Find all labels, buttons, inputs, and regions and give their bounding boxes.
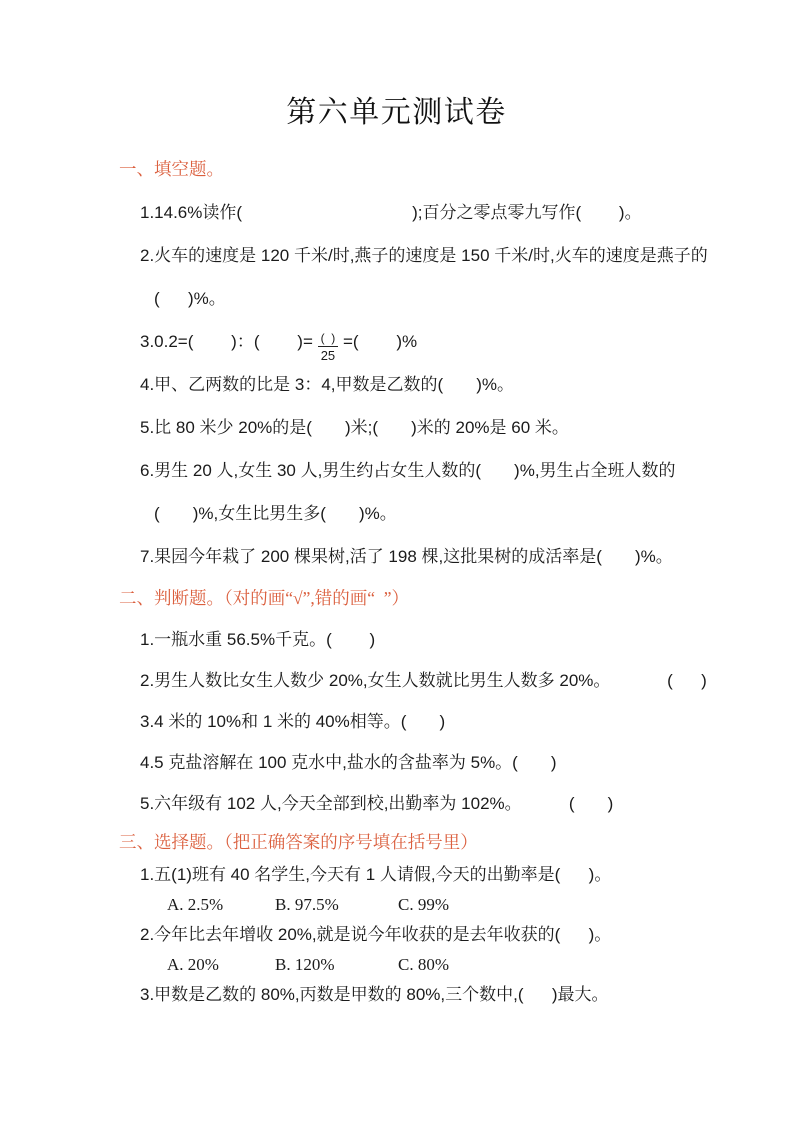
choice-2-option-a: A. 20% (167, 955, 219, 974)
fraction (318, 331, 339, 363)
section-choice-heading: 三、选择题。（把正确答案的序号填在括号里） (119, 832, 478, 852)
fraction-numerator: ( ) (318, 331, 339, 347)
choice-1-option-c: C. 99% (398, 895, 449, 914)
fill-question-6-line-1: 6.男生 20 人,女生 30 人,男生约占女生人数的( )%,男生占全班人数的 (140, 461, 676, 480)
choice-question-1: 1.五(1)班有 40 名学生,今天有 1 人请假,今天的出勤率是( )。 (140, 865, 612, 884)
fill-question-3 (140, 320, 793, 363)
choice-question-2: 2.今年比去年增收 20%,就是说今年收获的是去年收获的( )。 (140, 925, 612, 944)
section-fill-heading: 一、填空题。 (119, 159, 224, 179)
fill-question-4: 4.甲、乙两数的比是 3：4,甲数是乙数的( )%。 (140, 375, 515, 394)
fill-question-6-line-2: ( )%,女生比男生多( )%。 (154, 504, 397, 523)
judge-question-1: 1.一瓶水重 56.5%千克。( ) (140, 630, 376, 649)
fill-question-3-after: =( )% (338, 332, 418, 351)
choice-question-2-options (167, 950, 793, 980)
fraction-denominator: 25 (320, 348, 336, 363)
section-judge-heading: 二、判断题。（对的画“√”,错的画“ ”） (119, 588, 410, 608)
fill-question-3-before: 3.0.2=( )：( )= (140, 332, 318, 351)
section-true-false (0, 578, 793, 824)
fill-question-1: 1.14.6%读作( );百分之零点零九写作( )。 (140, 203, 642, 222)
judge-question-3: 3.4 米的 10%和 1 米的 40%相等。( ) (140, 712, 446, 731)
choice-1-option-a: A. 2.5% (167, 895, 224, 914)
fill-question-7: 7.果园今年栽了 200 棵果树,活了 198 棵,这批果树的成活率是( )%。 (140, 547, 673, 566)
page-title: 第六单元测试卷 (286, 96, 507, 129)
fill-question-2-line-2: ( )%。 (154, 289, 226, 308)
choice-question-3: 3.甲数是乙数的 80%,丙数是甲数的 80%,三个数中,( )最大。 (140, 985, 609, 1004)
judge-question-5: 5.六年级有 102 人,今天全部到校,出勤率为 102%。 ( ) (140, 794, 614, 813)
choice-question-1-options (167, 890, 793, 920)
fill-question-2-line-1: 2.火车的速度是 120 千米/时,燕子的速度是 150 千米/时,火车的速度是燕子的 (140, 246, 708, 265)
choice-2-option-b: B. 120% (275, 955, 335, 974)
choice-1-option-b: B. 97.5% (275, 895, 339, 914)
section-multiple-choice (0, 824, 793, 1010)
section-fill-in-blanks (0, 148, 793, 578)
choice-2-option-c: C. 80% (398, 955, 449, 974)
judge-question-4: 4.5 克盐溶解在 100 克水中,盐水的含盐率为 5%。( ) (140, 753, 557, 772)
judge-question-2: 2.男生人数比女生人数少 20%,女生人数就比男生人数多 20%。 ( ) (140, 671, 707, 690)
fill-question-5: 5.比 80 米少 20%的是( )米;( )米的 20%是 60 米。 (140, 418, 569, 437)
